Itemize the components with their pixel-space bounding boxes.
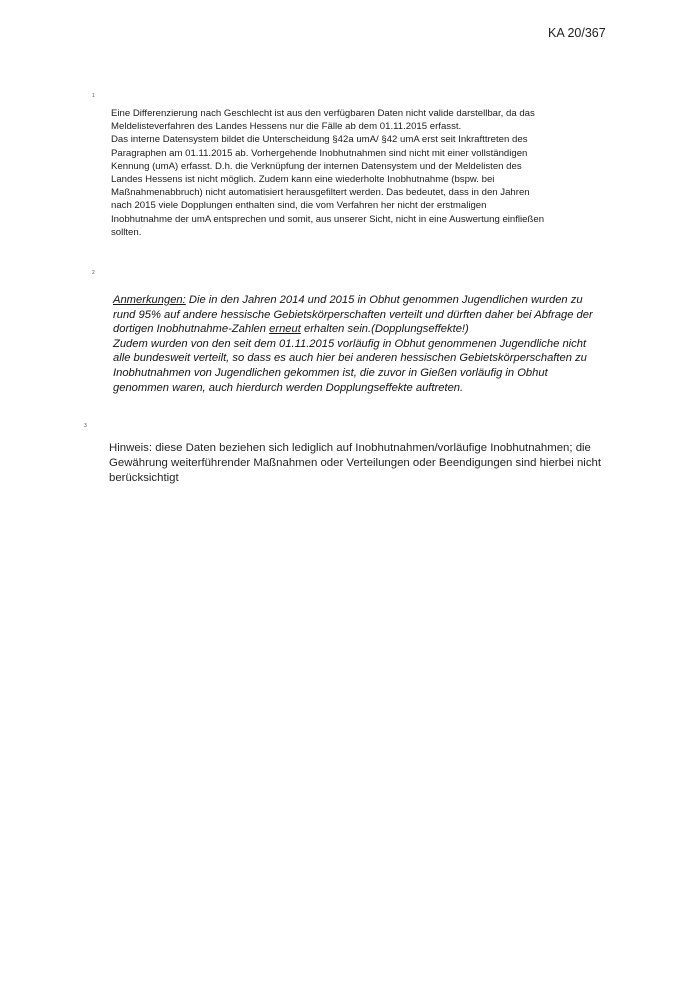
footnote-1-line: Maßnahmenabbruch) nicht automatisiert herausgefiltert werden. Das bedeutet, dass in den Jahren [111,187,530,199]
footnote-marker-3: 3 [84,423,87,429]
annotation-line3-pre: dortigen Inobhutnahme-Zahlen [113,323,270,336]
footnote-marker-2: 2 [92,270,95,276]
footnote-3-line: Hinweis: diese Daten beziehen sich lediglich auf Inobhutnahmen/vorläufige Inobhutnahmen; die [109,442,591,454]
footnote-1-line: Paragraphen am 01.11.2015 ab. Vorhergehende Inobhutnahmen sind nicht mit einer vollständigen [111,147,528,159]
footnote-2-line: alle bundesweit verteilt, so dass es auch hier bei anderen hessischen Gebietskörperschaften zu [113,352,587,365]
footnote-2-line: genommen waren, auch hierdurch werden Dopplungseffekte auftreten. [113,381,464,394]
footnote-1-line: Das interne Datensystem bildet die Unterscheidung §42a umA/ §42 umA erst seit Inkrafttreten des [111,134,528,146]
annotation-line3-post: erhalten sein.(Dopplungseffekte!) [300,323,469,336]
footnote-2-line: Inobhutnahmen von Jugendlichen gekommen ist, die zuvor in Gießen vorläufig in Obhut [113,366,548,379]
footnote-marker-1: 1 [92,93,95,99]
footnote-2-text [113,293,633,395]
annotation-label: Anmerkungen: [113,294,186,306]
footnote-3-line: Gewährung weiterführender Maßnahmen oder Verteilungen oder Beendigungen sind hierbei nicht [109,457,602,469]
footnote-1-line: nach 2015 viele Dopplungen enthalten sind, die vom Verfahren her nicht der erstmaligen [111,200,487,212]
footnote-1-line: Landes Hessens ist nicht möglich. Zudem kann eine wiederholte Inobhutnahme (bspw. bei [111,174,495,186]
footnote-1-line: Inobhutnahme der umA entsprechen und somit, aus unserer Sicht, nicht in eine Auswertung einfließen [111,213,545,225]
footnote-1-line: sollten. [111,226,142,238]
annotation-line1-text: Die in den Jahren 2014 und 2015 in Obhut genommen Jugendlichen wurden zu [185,294,583,306]
document-reference: KA 20/367 [548,26,606,40]
footnote-2-line [113,322,633,337]
footnote-1-line: Eine Differenzierung nach Geschlecht ist aus den verfügbaren Daten nicht valide darstellbar, da das [111,108,535,119]
footnote-2-line: Zudem wurden von den seit dem 01.11.2015 vorläufig in Obhut genommenen Jugendliche nicht [113,337,587,350]
footnote-3-line: berücksichtigt [109,472,179,484]
footnote-1-line: Meldelisteverfahren des Landes Hessens nur die Fälle ab dem 01.11.2015 erfasst. [111,121,462,133]
footnote-2-line: rund 95% auf andere hessische Gebietskörperschaften verteilt und dürften daher bei Abfrage der [113,308,593,321]
footnote-3-text [109,441,629,486]
footnote-2-line [113,293,633,308]
footnote-1-text [111,107,611,239]
annotation-emphasis: erneut [269,323,301,336]
footnote-1-line: Kennung (umA) erfasst. D.h. die Verknüpfung der internen Datensystem und der Meldelisten des [111,160,522,172]
